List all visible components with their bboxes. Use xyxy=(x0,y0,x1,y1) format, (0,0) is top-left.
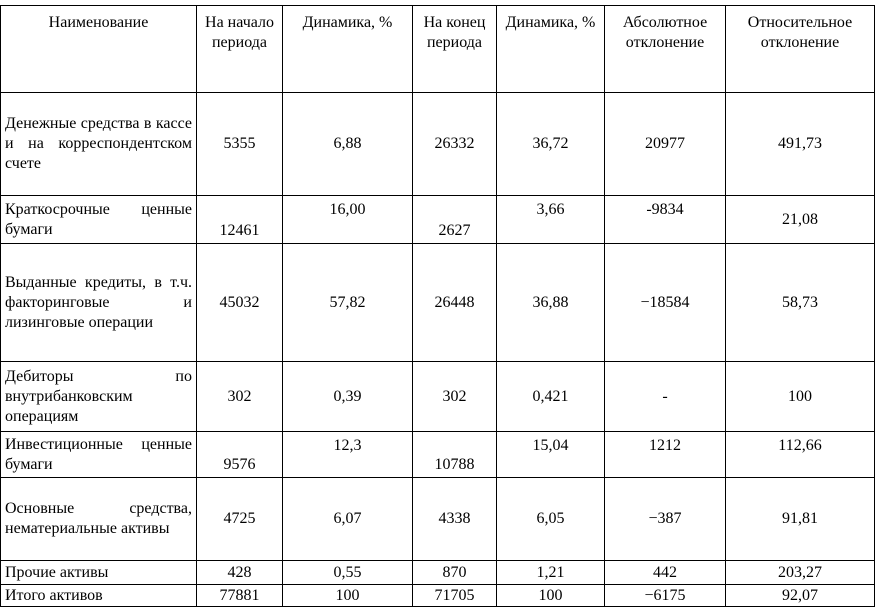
header-row xyxy=(1,6,875,93)
cell-end: 2627 xyxy=(413,196,497,244)
cell-dyn-start: 6,07 xyxy=(283,478,413,561)
cell-abs: 442 xyxy=(605,561,726,585)
cell-end: 71705 xyxy=(413,585,497,607)
header-cell-end: На конец периода xyxy=(413,6,497,93)
cell-dyn-start: 100 xyxy=(283,585,413,607)
cell-dyn-start: 12,3 xyxy=(283,432,413,478)
row-name: Дебиторы по внутрибанковским операциям xyxy=(5,367,192,425)
cell-rel: 491,73 xyxy=(726,93,875,196)
cell-abs: −6175 xyxy=(605,585,726,607)
cell-dyn-start: 16,00 xyxy=(283,196,413,244)
cell-dyn-end: 3,66 xyxy=(497,196,605,244)
cell-dyn-end: 15,04 xyxy=(497,432,605,478)
cell-end: 26448 xyxy=(413,244,497,362)
row-name: Выданные кредиты, в т.ч. факторинговые и лизинговые операции xyxy=(5,273,192,331)
cell-start: 5355 xyxy=(197,93,283,196)
row-name: Основные средства, нематериальные активы xyxy=(5,500,192,537)
header-cell-dyn-start: Динамика, % xyxy=(283,6,413,93)
table-row xyxy=(1,478,875,561)
cell-abs: −387 xyxy=(605,478,726,561)
cell-abs: −18584 xyxy=(605,244,726,362)
cell-rel: 112,66 xyxy=(726,432,875,478)
cell-rel: 21,08 xyxy=(726,196,875,244)
header-cell-rel: Относительное отклонение xyxy=(726,6,875,93)
cell-start: 12461 xyxy=(197,196,283,244)
header-cell-name: Наименование xyxy=(1,6,197,93)
row-name: Краткосрочные ценные бумаги xyxy=(5,200,192,238)
cell-dyn-end: 36,72 xyxy=(497,93,605,196)
cell-rel: 203,27 xyxy=(726,561,875,585)
cell-start: 45032 xyxy=(197,244,283,362)
cell-dyn-start: 6,88 xyxy=(283,93,413,196)
table-row xyxy=(1,432,875,478)
cell-abs: -9834 xyxy=(605,196,726,244)
header-cell-abs: Абсолютное отклонение xyxy=(605,6,726,93)
table-row xyxy=(1,93,875,196)
table-row xyxy=(1,561,875,585)
cell-dyn-end: 0,421 xyxy=(497,362,605,432)
cell-end: 26332 xyxy=(413,93,497,196)
cell-start: 428 xyxy=(197,561,283,585)
cell-rel: 91,81 xyxy=(726,478,875,561)
cell-dyn-end: 6,05 xyxy=(497,478,605,561)
cell-start: 77881 xyxy=(197,585,283,607)
cell-dyn-start: 0,39 xyxy=(283,362,413,432)
cell-rel: 100 xyxy=(726,362,875,432)
cell-start: 4725 xyxy=(197,478,283,561)
row-name: Денежные средства в кассе и на корреспондентском счете xyxy=(5,115,192,172)
cell-end: 4338 xyxy=(413,478,497,561)
cell-rel: 92,07 xyxy=(726,585,875,607)
cell-start: 9576 xyxy=(197,432,283,478)
cell-abs: - xyxy=(605,362,726,432)
table-row xyxy=(1,585,875,607)
table-row xyxy=(1,362,875,432)
cell-start: 302 xyxy=(197,362,283,432)
cell-rel: 58,73 xyxy=(726,244,875,362)
row-name: Итого активов xyxy=(5,586,103,604)
cell-abs: 20977 xyxy=(605,93,726,196)
cell-end: 302 xyxy=(413,362,497,432)
cell-dyn-end: 1,21 xyxy=(497,561,605,585)
cell-dyn-start: 57,82 xyxy=(283,244,413,362)
table-row xyxy=(1,244,875,362)
assets-table xyxy=(0,5,875,607)
header-cell-dyn-end: Динамика, % xyxy=(497,6,605,93)
cell-end: 10788 xyxy=(413,432,497,478)
cell-dyn-end: 100 xyxy=(497,585,605,607)
cell-abs: 1212 xyxy=(605,432,726,478)
row-name: Прочие активы xyxy=(5,563,109,581)
header-cell-start: На начало периода xyxy=(197,6,283,93)
cell-dyn-end: 36,88 xyxy=(497,244,605,362)
cell-end: 870 xyxy=(413,561,497,585)
table-row xyxy=(1,196,875,244)
row-name: Инвестиционные ценные бумаги xyxy=(5,435,192,473)
cell-dyn-start: 0,55 xyxy=(283,561,413,585)
